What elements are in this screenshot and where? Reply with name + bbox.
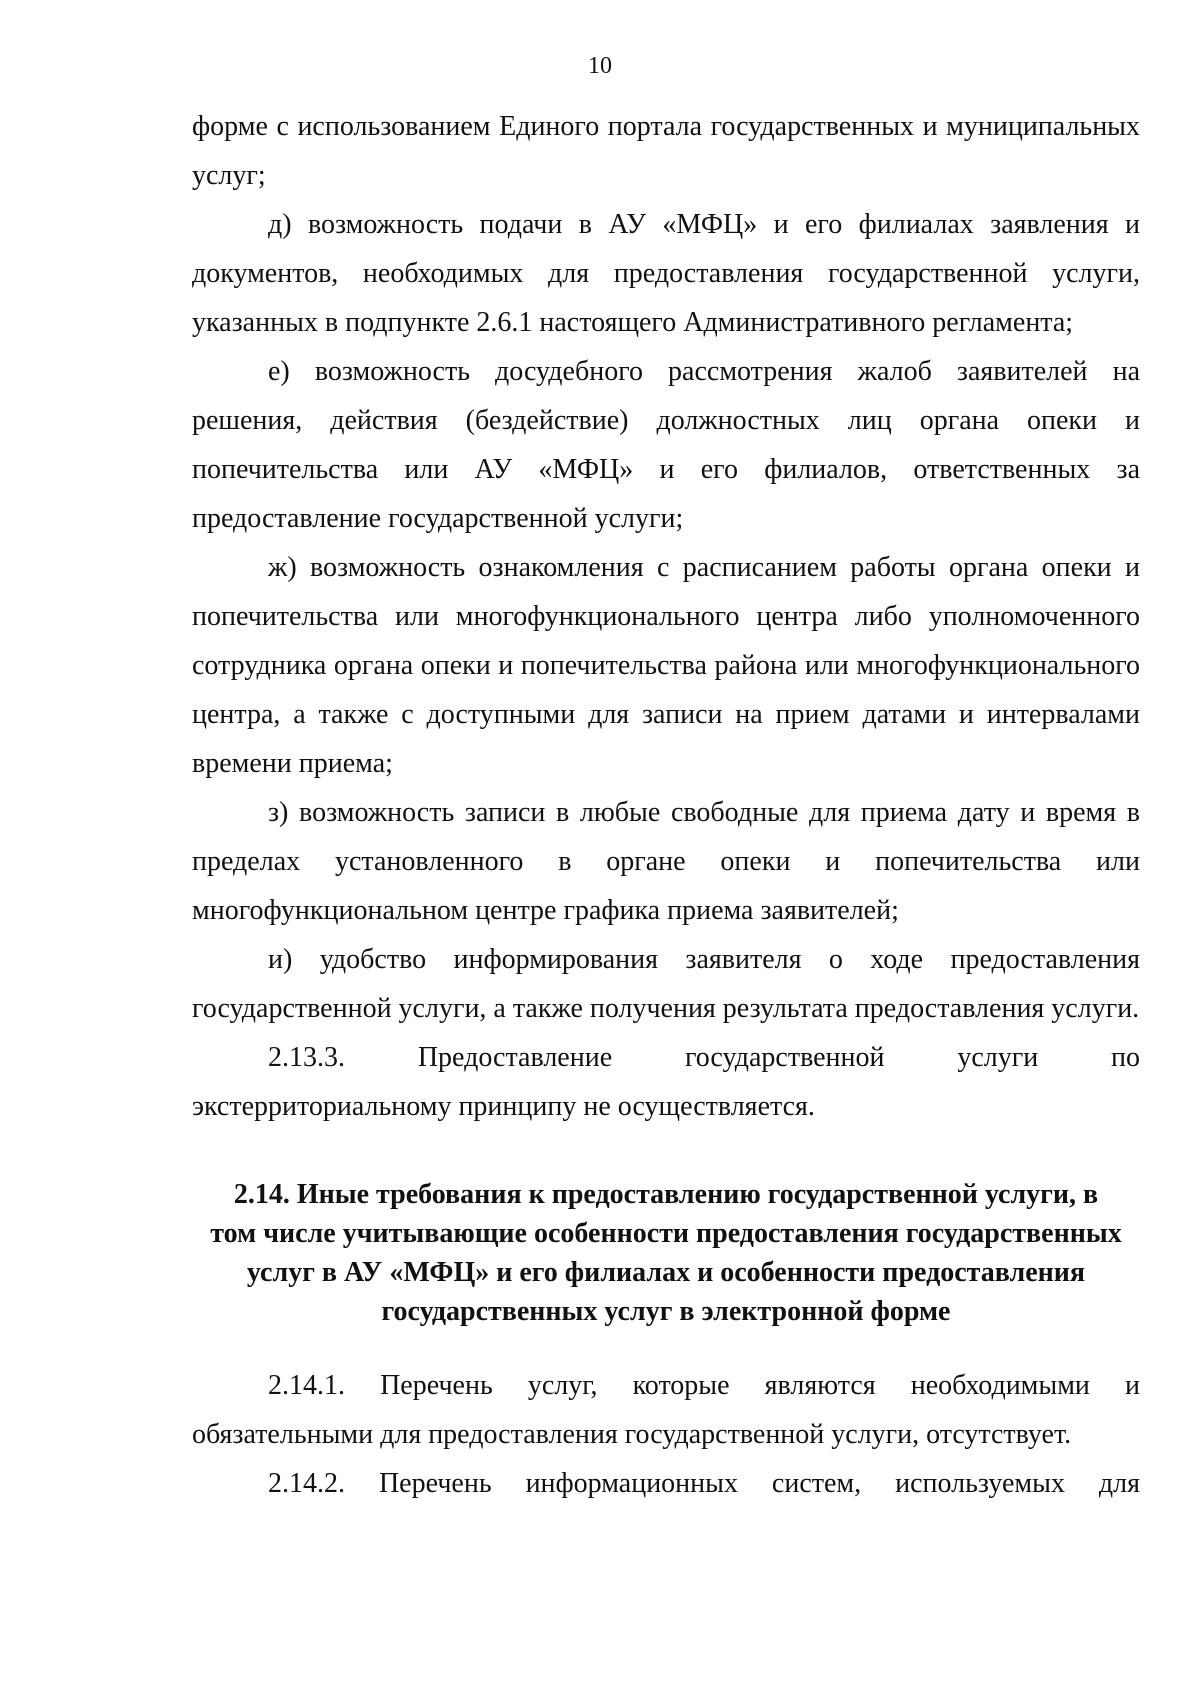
heading-line: том числе учитывающие особенности предоставления государственных — [210, 1218, 1122, 1249]
paragraph-item-zh: ж) возможность ознакомления с расписанием работы органа опеки и попечительства или многофункционального центра либо уполномоченного сотрудника органа опеки и попечительства района или многофункционального центра, а также с доступными для записи на прием датами и интервалами времени приема; — [192, 552, 1140, 779]
paragraph-item-z: з) возможность записи в любые свободные для приема дату и время в пределах установленного в органе опеки и попечительства или многофункциональном центре графика приема заявителей; — [192, 797, 1140, 926]
paragraph-item-e: е) возможность досудебного рассмотрения жалоб заявителей на решения, действия (бездействие) должностных лиц органа опеки и попечительства или АУ «МФЦ» и его филиалов, ответственных за предоставление государственной услуги; — [192, 356, 1140, 534]
paragraph-2-13-3: 2.13.3. Предоставление государственной услуги по экстерриториальному принципу не осуществляется. — [192, 1042, 1140, 1122]
section-heading-2-14 — [192, 1175, 1140, 1331]
paragraph-2-14-1: 2.14.1. Перечень услуг, которые являются необходимыми и обязательными для предоставления государственной услуги, отсутствует. — [192, 1370, 1140, 1450]
paragraph-item-d: д) возможность подачи в АУ «МФЦ» и его филиалах заявления и документов, необходимых для предоставления государственной услуги, указанных в подпункте 2.6.1 настоящего Административного регламента; — [192, 209, 1140, 338]
document-body — [192, 102, 1140, 1508]
paragraph-continuation: форме с использованием Единого портала государственных и муниципальных услуг; — [192, 111, 1140, 191]
heading-line: услуг в АУ «МФЦ» и его филиалах и особенности предоставления — [246, 1257, 1086, 1288]
heading-line: государственных услуг в электронной форме — [381, 1296, 951, 1327]
page-number: 10 — [588, 53, 612, 79]
paragraph-2-14-2: 2.14.2. Перечень информационных систем, используемых для — [268, 1468, 1140, 1499]
heading-line: 2.14. Иные требования к предоставлению государственной услуги, в — [233, 1179, 1099, 1210]
paragraph-item-i: и) удобство информирования заявителя о ходе предоставления государственной услуги, а также получения результата предоставления услуги. — [192, 944, 1140, 1024]
